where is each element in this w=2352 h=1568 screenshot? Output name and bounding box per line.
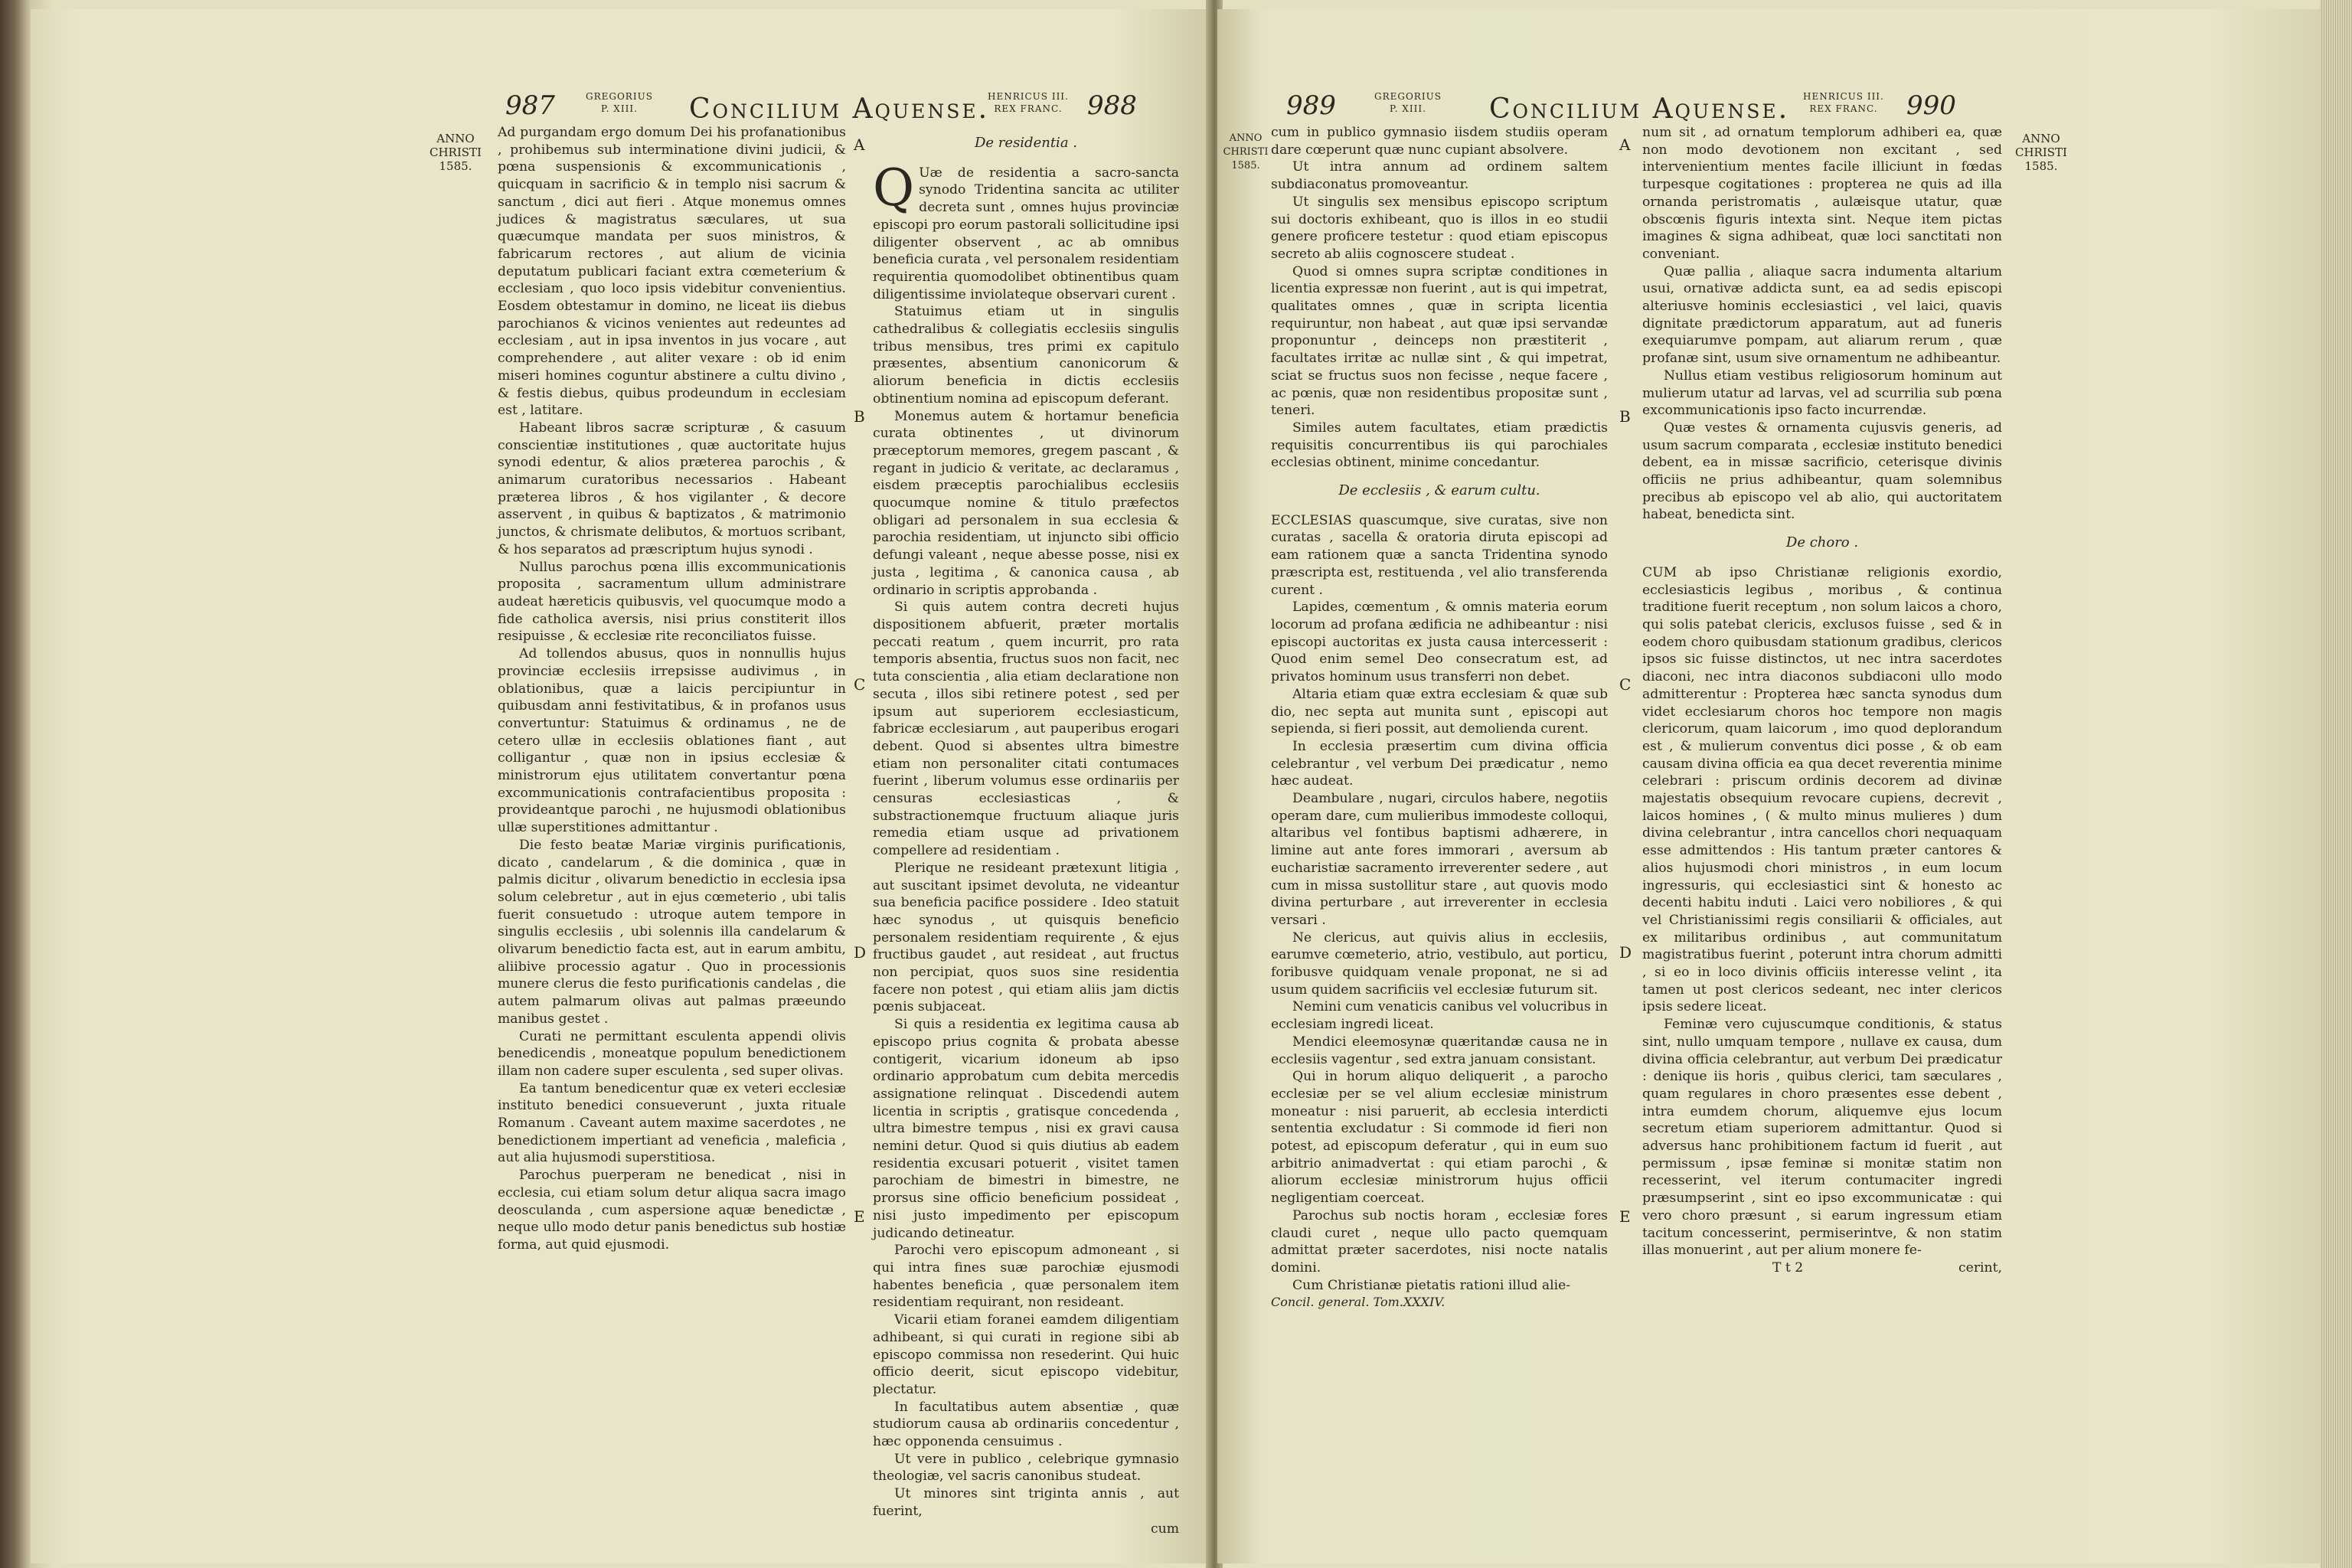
drop-cap-q: Q <box>873 158 915 217</box>
page-number-987: 987 <box>505 90 555 121</box>
footer-line <box>1642 1259 2002 1277</box>
section-heading-ecclesiis: De ecclesiis , & earum cultu. <box>1338 482 1540 499</box>
paragraph: Parochus puerperam ne benedicat , nisi in ecclesia, cui etiam solum detur aliqua sacra imago deosculanda , cum aspersione aquæ benedictæ , neque ullo modo detur panis benedictus sub hostiæ forma, aut quid ejusmodi. <box>498 1168 846 1253</box>
paragraph: Ut minores sint triginta annis , aut fuerint, <box>873 1486 1179 1519</box>
running-head-king: HENRICUS III. REX FRANC. <box>988 91 1069 114</box>
left-page <box>31 9 1210 1563</box>
paragraph: Deambulare , nugari, circulos habere, negotiis operam dare, cum mulieribus immodeste colloqui, altaribus vel fontibus baptismi adhærere, in limine aut ante fores immorari , aversum ab eucharistiæ sacramento irreverenter sedere , aut cum in missa sustollitur stare , aut quovis modo divina perturbare , aut irreverenter in ecclesia versari . <box>1271 791 1608 928</box>
paragraph: Qui in horum aliquo deliquerit , a parocho ecclesiæ per se vel alium ecclesiæ ministrum moneatur : nisi paruerit, ab ecclesia interdicti sententia excludatur : Si commode id fieri non potest, ad episcopum deferatur , qui in eum suo arbitrio animadvertat : qui etiam parochi , & aliorum ecclesiæ ministrorum hujus officii negligentiam coerceat. <box>1271 1069 1608 1207</box>
paragraph: Nemini cum venaticis canibus vel volucribus in ecclesiam ingredi liceat. <box>1271 999 1608 1033</box>
paragraph: num sit , ad ornatum templorum adhiberi ea, quæ non modo devotionem non excitant , sed intervenientium mentes facile illiciunt in fœdas turpesque cogitationes : propterea ne quis ad illa ornanda peristromatis , aulæisque utatur, quæ obscœnis figuris intexta sint. Neque item pictas imagines & signa adhibeat, quæ loci sanctitati non conveniant. <box>1642 125 2002 262</box>
signature-line: Concil. general. Tom.XXXIV. <box>1271 1295 1446 1310</box>
paragraph: Monemus autem & hortamur beneficia curata obtinentes , ut divinorum præceptorum memores, gregem pascant , & regant in judicio & veritate, ac declaramus , eisdem præceptis parochialibus ecclesiis quocumque nomine & titulo præfectos obligari ad personalem in sua ecclesia & parochia residentiam, ut injuncto sibi officio defungi valeant , neque abesse posse, nisi ex justa , legitima , & canonica causa , ab ordinario in scriptis approbanda . <box>873 408 1179 598</box>
paragraph: Ut intra annum ad ordinem saltem subdiaconatus promoveantur. <box>1271 159 1608 193</box>
paragraph: Parochus sub noctis horam , ecclesiæ fores claudi curet , neque ullo pacto quemquam admittat præter sacerdotes, nisi nocte natalis domini. <box>1271 1207 1608 1276</box>
right-page-column-2 <box>1642 124 2002 1277</box>
paragraph: Ea tantum benedicentur quæ ex veteri ecclesiæ instituto benedici consueverunt , juxta rituale Romanum . Caveant autem maxime sacerdotes , ne benedictionem impertiant ad veneficia , maleficia , aut alia hujusmodi superstitiosa. <box>498 1080 846 1166</box>
section-letter-c: C <box>854 675 866 694</box>
paragraph: Parochi vero episcopum admoneant , si qui intra fines suæ parochiæ ejusmodi habentes beneficia , quæ personalem item residentiam requirant, non resideant. <box>873 1243 1179 1311</box>
page-number-989: 989 <box>1286 90 1336 121</box>
paragraph: Ad purgandam ergo domum Dei his profanationibus , prohibemus sub interminatione divini judicii, & pœna suspensionis & excommunicationis , quicquam in sacrificio & in templo nisi sacrum & sanctum , dici aut fieri . Atque monemus omnes judices & magistratus sæculares, ut sua quæcumque mandata per suos ministros, & fabricarum rectores , aut alium de vicinia deputatum publicari faciant extra cœmeterium & ecclesiam , quo loco ipsis videbitur convenientius. Eosdem obtestamur in domino, ne liceat iis diebus parochianos & vicinos venientes aut redeuntes ad ecclesiam , aut in ipsa inventos in jus vocare , aut comprehendere , aut aliter vexare : ob id enim miseri homines coguntur abstinere a cultu divino , & festis diebus, quibus prodeundum in ecclesiam est , latitare. <box>498 125 846 419</box>
paragraph: Ut vere in publico , celebrique gymnasio theologiæ, vel sacris canonibus studeat. <box>873 1451 1179 1485</box>
paragraph: Quod si omnes supra scriptæ conditiones in licentia expressæ non fuerint , aut is qui impetrat, qualitates omnes , quæ in scripta licentia requiruntur, non habeat , aut quæ ipsi servandæ proponuntur , deinceps non præstiterit , facultates irritæ ac nullæ sint , & qui impetrat, sciat se fructus suos non fecisse , neque facere , ac pœnis, quæ non residentibus propositæ sunt , teneri. <box>1271 263 1608 419</box>
paragraph: Feminæ vero cujuscumque conditionis, & status sint, nullo umquam tempore , nullave ex causa, dum divina officia celebrantur, aut verbum Dei prædicatur : denique iis horis , quibus clerici, tam sæculares , quam regulares in choro præsentes esse debent , intra eumdem chorum, aliquemve ejus locum secretum etiam superiorem admittantur. Quod si adversus hanc prohibitionem factum id fuerit , aut permissum , ipsæ feminæ si monitæ statim non recesserint, vel iterum contumaciter ingredi præsumpserint , sint eo ipso excommunicatæ : qui vero choro præsunt , si earum ingressum etiam tacitum concesserint, permiserintve, & non statim illas monuerint , aut per alium monere fe- <box>1642 1017 2002 1259</box>
section-letter-b: B <box>854 407 865 426</box>
running-head-pope: GREGORIUS P. XIII. <box>1374 91 1442 114</box>
paragraph: ECCLESIAS quascumque, sive curatas, sive non curatas , sacella & oratoria diruta episcopi ad eam rationem quæ a sancta Tridentina synodo præscripta est, restituenda , vel alio transferenda curent . <box>1271 512 1608 598</box>
paragraph: Plerique ne resideant prætexunt litigia , aut suscitant ipsimet devoluta, ne videantur sua beneficia pacifice possidere . Ideo statuit hæc synodus , ut quisquis beneficio personalem residentiam requirente , & ejus fructibus gaudet , aut resideat , aut fructus non percipiat, quos suos sine residentia facere non potest , qui etiam aliis jam dictis pœnis subjaceat. <box>873 860 1179 1015</box>
paragraph: Vicarii etiam foranei eamdem diligentiam adhibeant, si qui curati in regione sibi ab episcopo commissa non resederint. Qui huic officio deerit, sicut episcopo videbitur, plectatur. <box>873 1312 1179 1397</box>
catchword: cum <box>1151 1521 1179 1537</box>
paragraph: Die festo beatæ Mariæ virginis purificationis, dicato , candelarum , & die dominica , quæ in palmis dicitur , olivarum benedictio in ecclesia ipsa solum celebretur , aut in ejus cœmeterio , ubi talis fuerit consuetudo : utroque autem tempore in singulis ecclesiis , ubi solennis illa candelarum & olivarum benedictio facta est, aut in earum ambitu, aliibive processio agatur . Quo in processionis munere clerus die festo purificationis candelas , die autem palmarum olivas aut palmas præeundo manibus gestet . <box>498 837 846 1027</box>
left-page-column-1 <box>498 124 846 1254</box>
right-page-column-1 <box>1271 124 1608 1312</box>
paragraph: Si quis a residentia ex legitima causa ab episcopo prius cognita & probata abesse contigerit, vicarium idoneum ab ipso ordinario approbatum cum debita mercedis assignatione relinquat . Discedendi autem licentia in scriptis , gratisque concedenda , ultra bimestre tempus , nisi ex gravi causa nemini detur. Quod si quis diutius ab eadem residentia excusari potuerit , visitet tamen parochiam de bimestri in bimestre, ne prorsus sine officio beneficium possideat , nisi justo impedimento per episcopum judicando detineatur. <box>873 1017 1179 1241</box>
section-heading-residentia: De residentia . <box>975 135 1077 151</box>
paragraph: In ecclesia præsertim cum divina officia celebrantur , vel verbum Dei prædicatur , nemo hæc audeat. <box>1271 738 1608 789</box>
margin-note-year-right: ANNO CHRISTI 1585. <box>2015 132 2067 173</box>
running-head-pope: GREGORIUS P. XIII. <box>586 91 653 114</box>
paragraph: CUM ab ipso Christianæ religionis exordio, ecclesiasticis legibus , moribus , & continua traditione fuerit receptum , non solum laicos a choro, qui solis patebat clericis, exclusos fuisse , sed & in eodem choro quibusdam stationum gradibus, clericos ipsos sic fuisse distinctos, ut nec intra sacerdotes diaconi, nec intra diaconos subdiaconi ullo modo admitterentur : Propterea hæc sancta synodus dum videt ecclesiarum choros hoc tempore non magis clericorum, quam laicorum , imo quod deplorandum est , & mulierum conventus dici posse , & ob eam causam divina officia ea qua decet reverentia minime celebrari : priscum ordinis decorem ad divinæ majestatis obsequium revocare cupiens, decrevit , laicos homines , ( & multo minus mulieres ) dum divina celebrantur , intra cancellos chori nequaquam esse admittendos : His tantum præter cantores & alios hujusmodi chori ministros , in eum locum ingressuris, qui ecclesiastici sint & honesto ac decenti habitu induti . Laici vero nobiliores , & qui vel Christianissimi regis consiliarii & officiales, aut ex militaribus ordinibus , aut communitatum magistratibus fuerint , poterunt intra chorum admitti , si eo in loco divinis officiis interesse velint , ita tamen ut post clericos sedeant, nec inter clericos ipsis sedere liceat. <box>1642 564 2002 1015</box>
paragraph: cum in publico gymnasio iisdem studiis operam dare cœperunt quæ nunc cupiant absolvere. <box>1271 125 1608 158</box>
paragraph: Quæ vestes & ornamenta cujusvis generis, ad usum sacrum comparata , ecclesiæ instituto benedici debent, ea in missæ sacrificio, ceterisque divinis officiis ne prius adhibeantur, quam solemnibus precibus ab episcopo vel ab alio, qui auctoritatem habeat, benedicta sint. <box>1642 420 2002 523</box>
page-number-990: 990 <box>1906 90 1956 121</box>
paragraph: Mendici eleemosynæ quæritandæ causa ne in ecclesiis vagentur , sed extra januam consistant. <box>1271 1034 1608 1067</box>
page-fore-edge <box>2320 0 2352 1568</box>
running-title: Concilium Aquense. <box>689 93 990 125</box>
margin-note-year: ANNO CHRISTI 1585. <box>430 132 482 173</box>
paragraph: Ne clericus, aut quivis alius in ecclesiis, earumve cœmeterio, atrio, vestibulo, aut porticu, foribusve quidquam venale proponat, ne si ad usum quidem sacrificiis vel ecclesiæ futurum sit. <box>1271 929 1608 998</box>
section-letter-b: B <box>1619 407 1631 426</box>
paragraph: Habeant libros sacræ scripturæ , & casuum conscientiæ institutiones , quæ auctoritate hujus synodi edentur, & alios præterea parochis , & animarum curatoribus necessarios . Habeant præterea libros , & hos vigilanter , & decore asservent , in quibus & baptizatos , & matrimonio junctos, & chrismate delibutos, & mortuos scribant, & hos separatos ad præscriptum hujus synodi . <box>498 420 846 557</box>
paragraph: Curati ne permittant esculenta appendi olivis benedicendis , moneatque populum benedictionem illam non cadere super esculenta , sed super olivas. <box>498 1028 846 1079</box>
page-number-988: 988 <box>1087 90 1137 121</box>
paragraph: Altaria etiam quæ extra ecclesiam & quæ sub dio, nec septa aut munita sunt , episcopi aut sepienda, si fieri possit, aut demolienda curent. <box>1271 686 1608 737</box>
section-letter-e: E <box>1619 1207 1631 1226</box>
section-heading-choro: De choro . <box>1785 534 1859 551</box>
running-title: Concilium Aquense. <box>1489 93 1790 125</box>
paragraph: Lapides, cœmentum , & omnis materia eorum locorum ad profana ædificia ne adhibeantur : nisi episcopi auctoritas ex justa causa intercesserit : Quod enim semel Deo consecratum est, ad privatos hominum usus transferri non debet. <box>1271 599 1608 685</box>
section-letter-c: C <box>1619 675 1632 694</box>
paragraph: Quæ pallia , aliaque sacra indumenta altarium usui, ornativæ addicta sunt, ea ad sedis episcopi alteriusve hominis ecclesiastici , vel laici, quavis dignitate prædictorum apparatum, aut ad funeris exequiarumve pompam, aut aliarum rerum , quæ profanæ sint, usum sive ornamentum ne adhibeantur. <box>1642 263 2002 367</box>
section-letter-e: E <box>854 1207 865 1226</box>
paragraph: Cum Christianæ pietatis rationi illud alie- <box>1292 1277 1571 1293</box>
paragraph: In facultatibus autem absentiæ , quæ studiorum causa ab ordinariis concedentur , hæc opponenda censuimus . <box>873 1399 1179 1450</box>
paragraph: Ad tollendos abusus, quos in nonnullis hujus provinciæ ecclesiis irrepsisse audivimus , in oblationibus, quæ a laicis percipiuntur in quibusdam anni festivitatibus, & in profanos usus convertuntur: Statuimus & ordinamus , ne de cetero ullæ in ecclesiis oblationes fiant , aut colligantur , quæ non in ipsius ecclesiæ & ministrorum ejus utilitatem convertantur pœna excommunicationis contrafacientibus proposita : provideantque parochi , ne hujusmodi oblationibus ullæ superstitiones admittantur . <box>498 646 846 836</box>
paragraph: Ut singulis sex mensibus episcopo scriptum sui doctoris exhibeant, quo is illos in eo studii genere proficere testetur : quod etiam episcopus secreto ab aliis cognoscere studeat . <box>1271 194 1608 262</box>
section-letter-d: D <box>1619 943 1632 962</box>
catchword: cerint, <box>1958 1260 2002 1276</box>
section-letter-d: D <box>854 943 867 962</box>
right-page <box>1217 9 2320 1563</box>
section-letter-a: A <box>854 136 865 154</box>
paragraph: Nullus parochus pœna illis excommunicationis proposita , sacramentum ullum administrare audeat hæreticis quibusvis, vel quocumque modo a fide catholica aversis, nisi prius constiterit illos resipuisse , & ecclesiæ rite reconciliatos fuisse. <box>498 559 846 645</box>
paragraph: Statuimus etiam ut in singulis cathedralibus & collegiatis ecclesiis singulis tribus mensibus, tres primi ex capitulo præsentes, absentium canonicorum & aliorum beneficia in dictis ecclesiis obtinentium nomina ad episcopum deferant. <box>873 304 1179 407</box>
paragraph: Si quis autem contra decreti hujus dispositionem abfuerit, præter mortalis peccati reatum , quem incurrit, pro rata temporis absentia, fructus suos non facit, nec tuta conscientia , alia etiam declaratione non secuta , illos sibi retinere potest , sed per ipsum aut superiorem ecclesiasticum, fabricæ ecclesiarum , aut pauperibus erogari debent. Quod si absentes ultra bimestre etiam non personaliter citati contumaces fuerint , liberum volumus esse ordinariis per censuras ecclesiasticas , & substractionemque fructuum aliaque juris remedia etiam usque ad privationem compellere ad residentiam . <box>873 599 1179 859</box>
paragraph: Nullus etiam vestibus religiosorum hominum aut mulierum utatur ad larvas, vel ad scurrilia sub pœna excommunicationis ipso facto incurrendæ. <box>1642 368 2002 419</box>
paragraph: Uæ de residentia a sacro-sancta synodo Tridentina sancita ac utiliter decreta sunt , omnes hujus provinciæ episcopi pro eorum pastorali sollicitudine ipsi diligenter observent , ac ab omnibus beneficia curata , vel personalem residentiam requirentia quomodolibet obtinentibus quam diligentissime inviolateque observari curent . <box>873 165 1179 302</box>
running-head-king: HENRICUS III. REX FRANC. <box>1803 91 1884 114</box>
paragraph: Similes autem facultates, etiam prædictis requisitis concurrentibus iis qui parochiales ecclesias obtinent, minime concedantur. <box>1271 420 1608 471</box>
left-page-column-2 <box>873 124 1179 1537</box>
section-letter-a: A <box>1619 136 1631 154</box>
margin-note-year-left: ANNO CHRISTI 1585. <box>1223 132 1269 172</box>
signature-mark: T t 2 <box>1772 1260 1804 1276</box>
